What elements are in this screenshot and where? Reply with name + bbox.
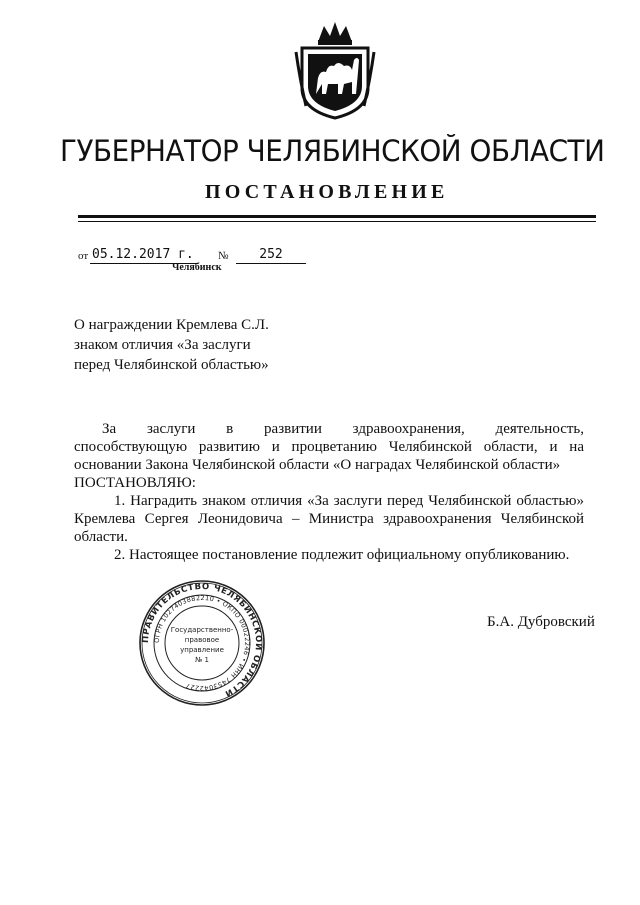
stamp-center-line: № 1: [195, 656, 209, 664]
from-label: от: [78, 250, 89, 262]
subject-line: О награждении Кремлева С.Л.: [74, 317, 269, 333]
decree-item-2: 2. Настоящее постановление подлежит официальному опубликованию.: [114, 547, 570, 563]
stamp-center-line: Государственно-: [170, 626, 234, 634]
document-date: 05.12.2017 г.: [90, 247, 197, 264]
stamp-outer-text: ПРАВИТЕЛЬСТВО ЧЕЛЯБИНСКОЙ ОБЛАСТИ: [140, 581, 264, 699]
subject-block: [74, 315, 269, 375]
org-title: ГУБЕРНАТОР ЧЕЛЯБИНСКОЙ ОБЛАСТИ: [60, 134, 605, 168]
paragraph-preamble-first-line: За заслуги в развитии здравоохранения, деятельность,: [102, 421, 584, 437]
stamp-codes-text: ОГРН 1027403882210 • ОКПО 00022246 • ИНН 7453042227: [152, 593, 252, 693]
coat-of-arms-icon: [294, 20, 376, 120]
paragraph-preamble: способствующую развитию и процветанию Челябинской области, и на основании Закона Челябинской области «О наградах Челябинской области»: [74, 439, 584, 473]
city-label: Челябинск: [172, 262, 222, 273]
decree-word: ПОСТАНОВЛЯЮ:: [74, 475, 196, 491]
subject-line: знаком отличия «За заслуги: [74, 337, 251, 353]
header-divider: [78, 215, 596, 218]
signer-name: Б.А. Дубровский: [487, 614, 595, 630]
decree-item-1: 1. Наградить знаком отличия «За заслуги перед Челябинской областью» Кремлева Сергея Леонидовича – Министра здравоохранения Челябинской области.: [74, 493, 584, 545]
official-seal-stamp: [137, 578, 267, 708]
document-type: ПОСТАНОВЛЕНИЕ: [205, 181, 449, 203]
stamp-center-line: управление: [180, 646, 224, 654]
document-body: [74, 420, 584, 564]
stamp-center-line: правовое: [184, 636, 220, 644]
number-label: №: [218, 250, 229, 262]
document-number: 252: [236, 247, 306, 264]
header-divider-thin: [78, 221, 596, 222]
subject-line: перед Челябинской областью»: [74, 357, 269, 373]
